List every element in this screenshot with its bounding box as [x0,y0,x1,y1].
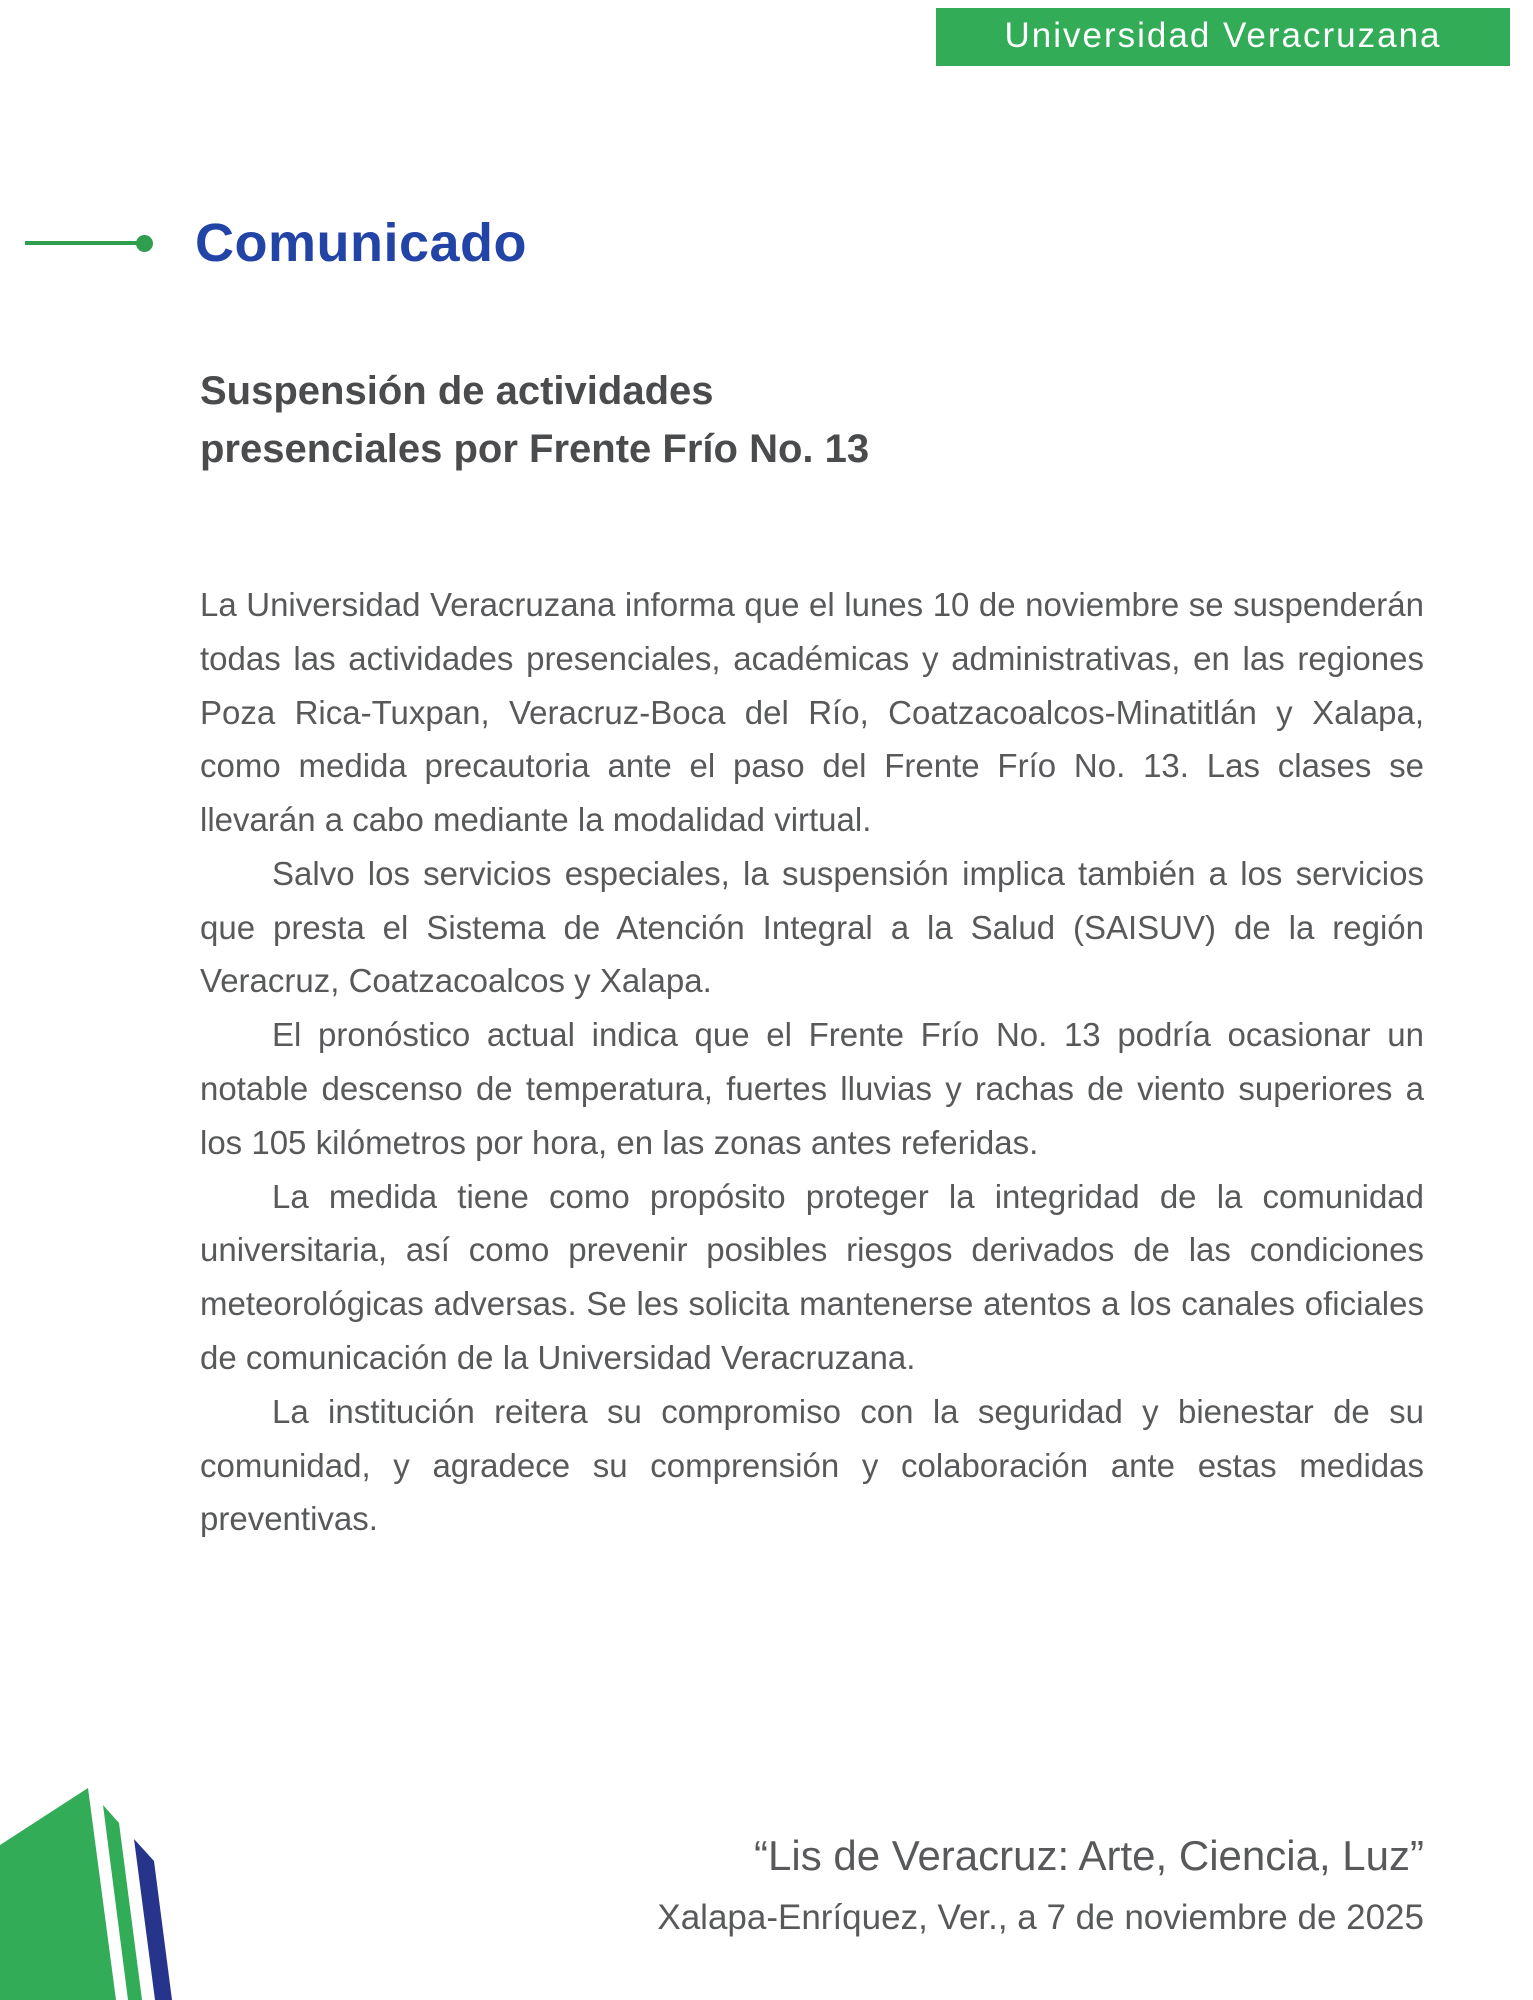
body-paragraph: El pronóstico actual indica que el Frente Frío No. 13 podría ocasionar un notable descenso de temperatura, fuertes lluvias y rachas de viento superiores a los 105 kilómetros por hora, en las zonas antes referidas. [200,1016,1424,1161]
comunicado-heading-row [25,212,527,274]
doc-title [200,362,1300,478]
corner-stripe-main [0,1788,116,2000]
doc-title-line-1: Suspensión de actividades [200,369,714,413]
doc-title-line-2: presenciales por Frente Frío No. 13 [200,427,870,471]
body-paragraph: La Universidad Veracruzana informa que el lunes 10 de noviembre se suspenderán todas las actividades presenciales, académicas y administrativas, en las regiones Poza Rica-Tuxpan, Veracruz-Boca del Río, Coatzacoalcos-Minatitlán y Xalapa, como medida precautoria ante el paso del Frente Frío No. 13. Las clases se llevarán a cabo mediante la modalidad virtual. [200,586,1424,839]
heading-rule [25,241,137,245]
uv-banner-text: Universidad Veracruzana [1004,16,1442,55]
footer [657,1832,1424,1938]
page-title: Comunicado [195,213,528,273]
corner-stripes-decoration [0,1765,200,2000]
heading-dot-icon [136,235,153,252]
body-paragraph: Salvo los servicios especiales, la suspensión implica también a los servicios que presta el Sistema de Atención Integral a la Salud (SAISUV) de la región Veracruz, Coatzacoalcos y Xalapa. [200,854,1424,1000]
corner-stripe-blue [134,1839,172,2000]
footer-motto: “Lis de Veracruz: Arte, Ciencia, Luz” [754,1832,1424,1879]
body-text [200,578,1424,1546]
footer-dateline: Xalapa-Enríquez, Ver., a 7 de noviembre de 2025 [657,1898,1424,1937]
body-paragraph: La medida tiene como propósito proteger la integridad de la comunidad universitaria, así como prevenir posibles riesgos derivados de las condiciones meteorológicas adversas. Se les solicita mantenerse atentos a los canales oficiales de comunicación de la Universidad Veracruzana. [200,1177,1424,1376]
uv-banner [936,8,1510,66]
body-paragraph: La institución reitera su compromiso con la seguridad y bienestar de su comunidad, y agradece su comprensión y colaboración ante estas medidas preventivas. [200,1392,1424,1538]
